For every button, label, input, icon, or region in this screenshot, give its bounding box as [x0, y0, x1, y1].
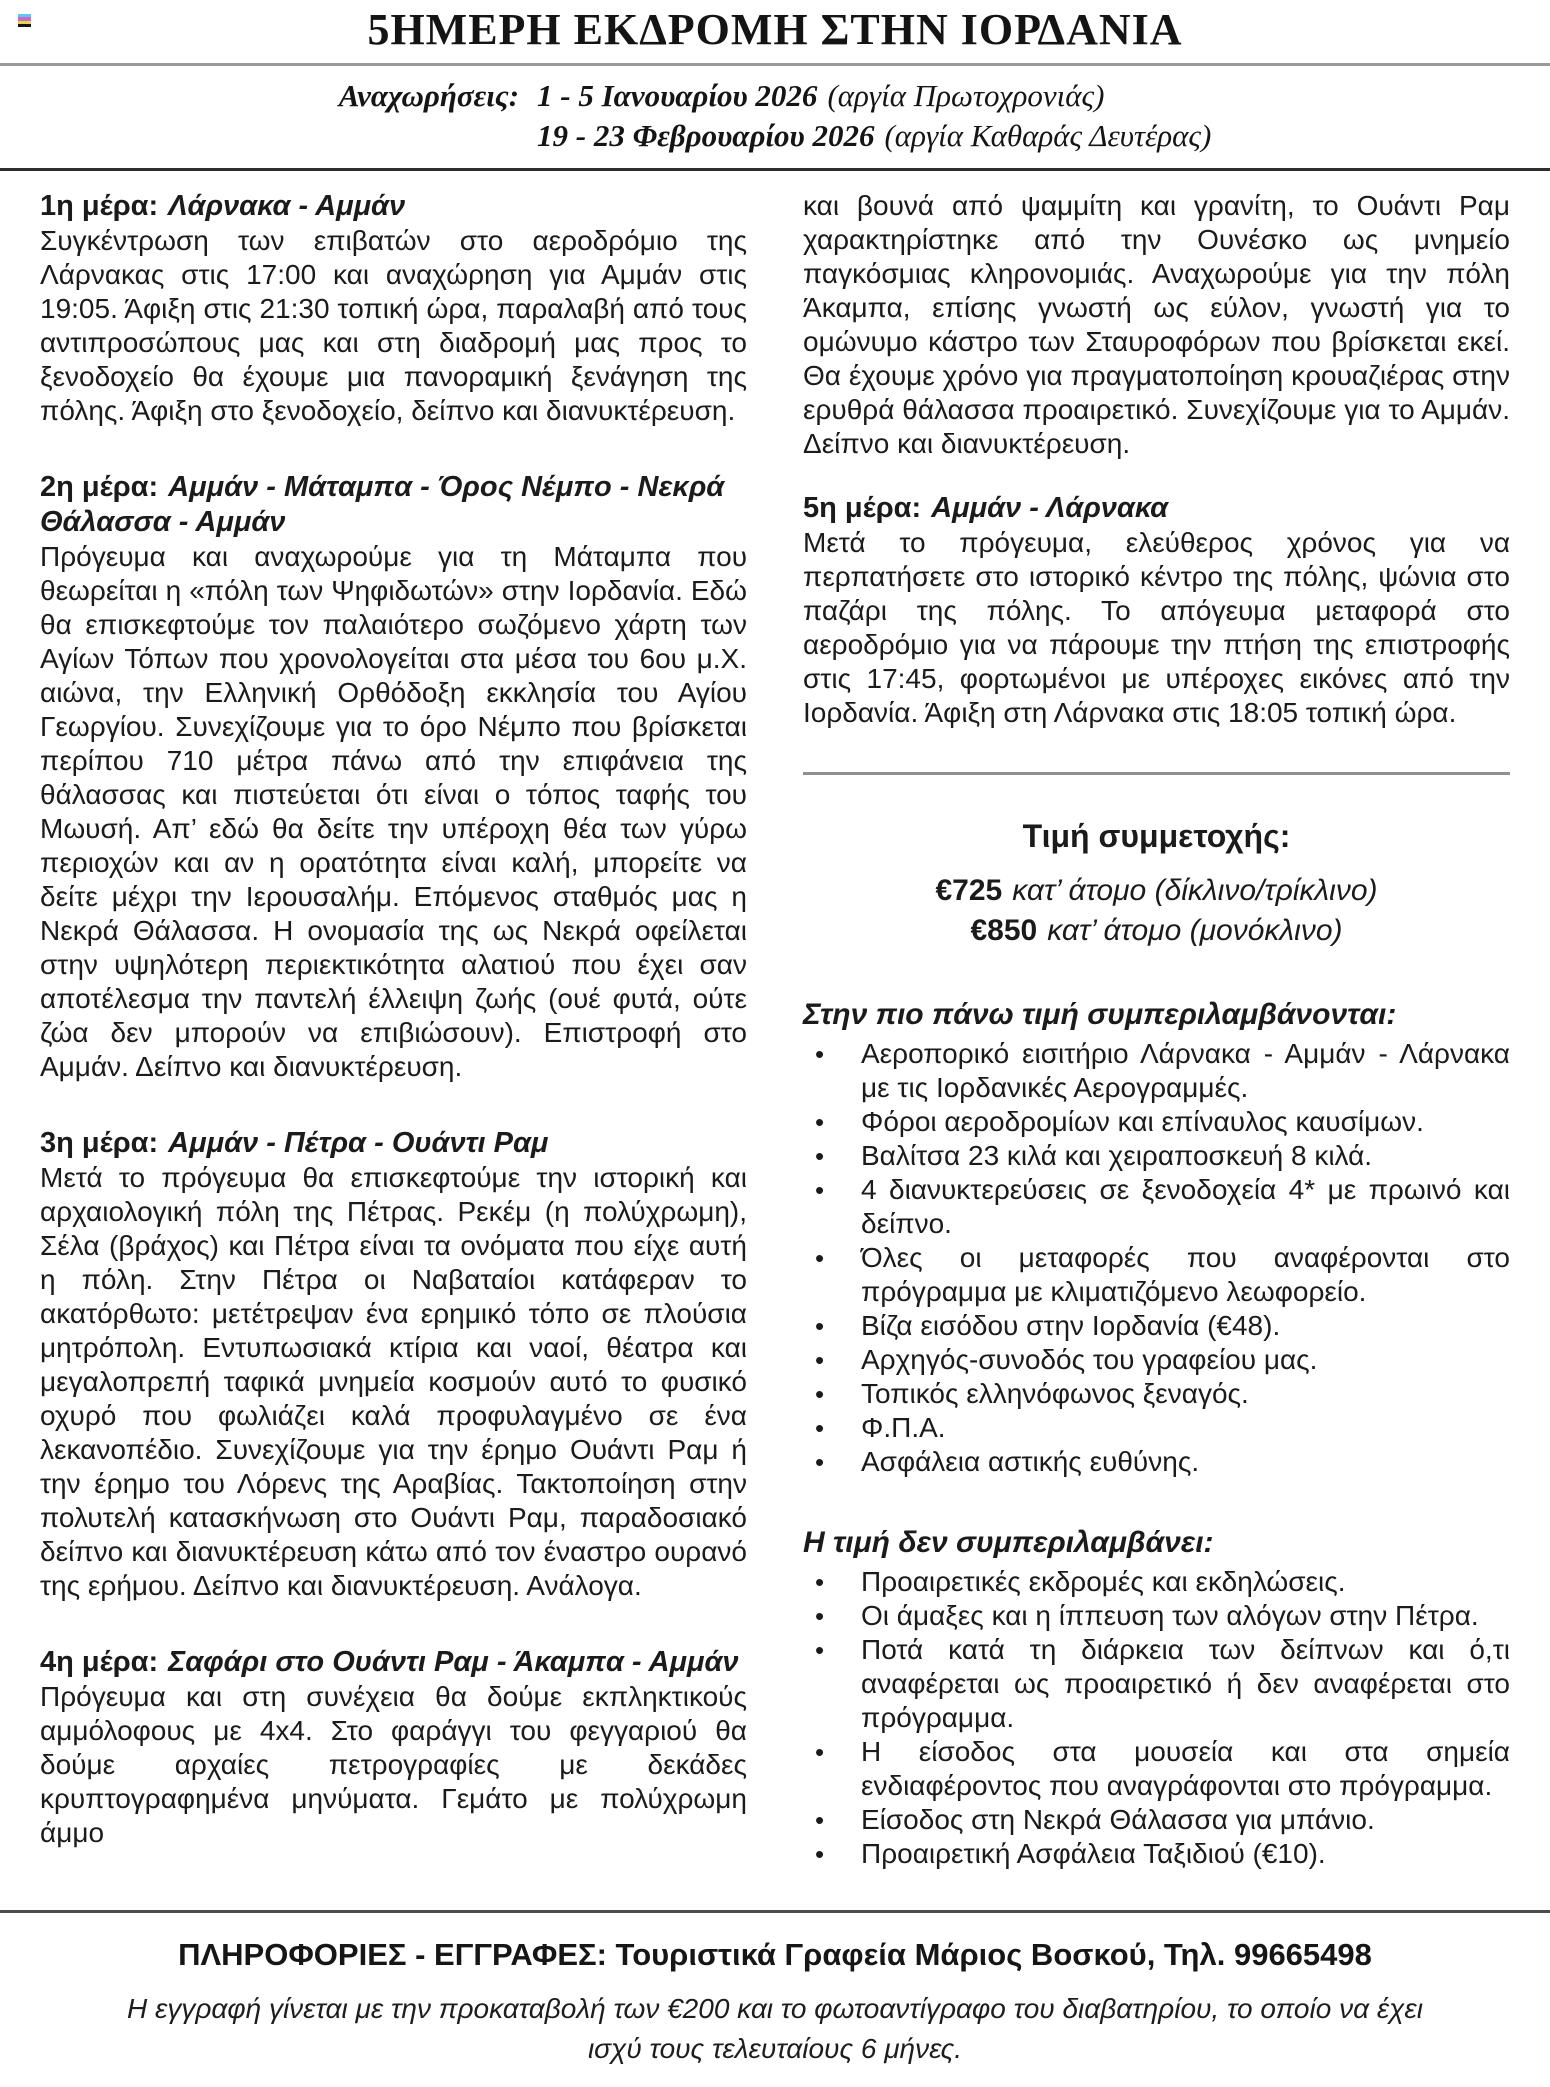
page-title: 5ΗΜΕΡΗ ΕΚΔΡΟΜΗ ΣΤΗΝ ΙΟΡΔΑΝΙΑ [367, 5, 1183, 54]
list-item-text: Τοπικός ελληνόφωνος ξεναγός. [861, 1378, 1249, 1409]
departure-row [537, 76, 1211, 116]
day-body: Πρόγευμα και στη συνέχεια θα δούμε εκπληκτικούς αμμόλοφους με 4x4. Στο φαράγγι του φεγγαριού θα δούμε αρχαίες πετρογραφίες με δεκάδες κρυπτογραφημένα μηνύματα. Γεμάτο με πολύχρωμη άμμο [40, 1681, 747, 1848]
footer-divider [0, 1910, 1550, 1913]
day-heading [803, 491, 1510, 526]
excludes-heading: Η τιμή δεν συμπεριλαμβάνει: [803, 1526, 1214, 1559]
price-option [803, 871, 1510, 911]
day-route: Σαφάρι στο Ουάντι Ραμ - Άκαμπα - Αμμάν [168, 1646, 739, 1678]
bullet-icon: • [815, 1175, 825, 1205]
list-item-text: Ποτά κατά τη διάρκεια των δείπνων και ό,τι αναφέρεται ως προαιρετικό ή δεν αναφέρεται στο πρόγραμμα. [861, 1634, 1510, 1733]
list-item-text: Αεροπορικό εισιτήριο Λάρνακα - Αμμάν - Λάρνακα με τις Ιορδανικές Αερογραμμές. [861, 1038, 1510, 1103]
departures-block [0, 66, 1550, 168]
pricing-divider [803, 772, 1510, 775]
day-route: Αμμάν - Πέτρα - Ουάντι Ραμ [168, 1127, 549, 1159]
bullet-icon: • [815, 1311, 825, 1341]
footer-contact-info: ΠΛΗΡΟΦΟΡΙΕΣ - ΕΓΓΡΑΦΕΣ: Τουριστικά Γραφεία Μάριος Βοσκού, Τηλ. 99665498 [178, 1937, 1372, 1972]
list-item [803, 1837, 1510, 1871]
list-item-text: Φ.Π.Α. [861, 1412, 946, 1443]
day-heading [40, 470, 747, 540]
list-item-text: Βίζα εισόδου στην Ιορδανία (€48). [861, 1310, 1281, 1341]
list-item [803, 1309, 1510, 1343]
price-description: κατ’ άτομο (δίκλινο/τρίκλινο) [1012, 874, 1378, 907]
bullet-icon: • [815, 1141, 825, 1171]
black-strip [18, 24, 31, 27]
day-heading [40, 189, 747, 224]
day-body: Μετά το πρόγευμα θα επισκεφτούμε την ιστορική και αρχαιολογική πόλη της Πέτρας. Ρεκέμ (η πολύχρωμη), Σέλα (βράχος) και Πέτρα είναι τα ονόματα που είχε αυτή η πόλη. Στην Πέτρα οι Ναβαταίοι κατάφεραν το ακατόρθωτο: μετέτρεψαν ένα ερημικό τόπο σε πλούσια μητρόπολη. Εντυπωσιακά κτίρια και ναοί, θέατρα και μεγαλοπρεπή ταφικά μνημεία κοσμούν αυτό το φυσικό οχυρό που φωλιάζει καλά προφυλαγμένο σε ένα λεκανοπέδιο. Συνεχίζουμε για την έρημο Ουάντι Ραμ ή την έρημο του Λόρενς της Αραβίας. Τακτοποίηση στην πολυτελή κατασκήνωση στο Ουάντι Ραμ, παραδοσιακό δείπνο και διανυκτέρευση κάτω από τον έναστρο ουρανό της ερήμου. Δείπνο και διανυκτέρευση. Ανάλογα. [40, 1162, 747, 1601]
itinerary-day-5 [803, 491, 1510, 730]
day-route: Λάρνακα - Αμμάν [168, 190, 406, 222]
list-item [803, 1411, 1510, 1445]
pricing-heading: Τιμή συμμετοχής: [1022, 818, 1291, 854]
price-description: κατ’ άτομο (μονόκλινο) [1047, 914, 1343, 947]
bullet-icon: • [815, 1635, 825, 1665]
list-item [803, 1735, 1510, 1803]
bullet-icon: • [815, 1413, 825, 1443]
itinerary-day-3 [40, 1126, 747, 1603]
day-body: Πρόγευμα και αναχωρούμε για τη Μάταμπα που θεωρείται η «πόλη των Ψηφιδωτών» στην Ιορδανία. Εδώ θα επισκεφτούμε τον παλαιότερο σωζόμενο χάρτη των Αγίων Τόπων που χρονολογείται στα μέσα του 6ου μ.Χ. αιώνα, την Ελληνική Ορθόδοξη εκκλησία του Αγίου Γεωργίου. Συνεχίζουμε για το όρο Νέμπο που βρίσκεται περίπου 710 μέτρα πάνω από την επιφάνεια της θάλασσας και πιστεύεται ότι είναι ο τόπος ταφής του Μωυσή. Απ’ εδώ θα δείτε την υπέροχη θέα των γύρω περιοχών και αν η ορατότητα είναι καλή, μπορείτε να δείτε μέχρι την Ιερουσαλήμ. Επόμενος σταθμός μας η Νεκρά Θάλασσα. Η ονομασία της ως Νεκρά οφείλεται στην υψηλότερη περιεκτικότητα αλατιού που έχει σαν αποτέλεσμα την παντελή έλλειψη ζωής (ουέ φυτά, ούτε ζώα δεν μπορούν να επιβιώσουν). Επιστροφή στο Αμμάν. Δείπνο και διανυκτέρευση. [40, 541, 747, 1082]
column-right [803, 189, 1510, 1892]
list-item [803, 1565, 1510, 1599]
list-item [803, 1599, 1510, 1633]
list-item-text: Προαιρετική Ασφάλεια Ταξιδιού (€10). [861, 1838, 1326, 1869]
print-color-bar-icon [18, 14, 31, 27]
day-body: Μετά το πρόγευμα, ελεύθερος χρόνος για να περπατήσετε στο ιστορικό κέντρο της πόλης, ψώνια στο παζάρι της πόλης. Το απόγευμα μεταφορά στο αεροδρόμιο για να πάρουμε την πτήση της επιστροφής στις 17:45, φορτωμένοι με υπέροχες εικόνες από την Ιορδανία. Άφιξη στη Λάρνακα στις 18:05 τοπική ώρα. [803, 527, 1510, 728]
day-heading [40, 1126, 747, 1161]
bullet-icon: • [815, 1107, 825, 1137]
includes-list [803, 1037, 1510, 1479]
list-item-text: Οι άμαξες και η ίππευση των αλόγων στην Πέτρα. [861, 1600, 1479, 1631]
departure-note: (αργία Καθαράς Δευτέρας) [884, 118, 1212, 153]
departure-note: (αργία Πρωτοχρονιάς) [827, 78, 1105, 113]
bullet-icon: • [815, 1567, 825, 1597]
list-item-text: Φόροι αεροδρομίων και επίναυλος καυσίμων. [861, 1106, 1424, 1137]
bullet-icon: • [815, 1243, 825, 1273]
list-item [803, 1803, 1510, 1837]
list-item [803, 1445, 1510, 1479]
includes-section [803, 997, 1510, 1479]
day-body: Συγκέντρωση των επιβατών στο αεροδρόμιο της Λάρνακας στις 17:00 και αναχώρηση για Αμμάν στις 19:05. Άφιξη στις 21:30 τοπική ώρα, παραλαβή από τους αντιπροσώπους μας και στη διαδρομή μας προς το ξενοδοχείο θα έχουμε μια πανοραμική ξενάγηση της πόλης. Άφιξη στο ξενοδοχείο, δείπνο και διανυκτέρευση. [40, 225, 747, 426]
list-item [803, 1105, 1510, 1139]
day-4-continuation: και βουνά από ψαμμίτη και γρανίτη, το Ουάντι Ραμ χαρακτηρίστηκε από την Ουνέσκο ως μνημείο παγκόσμιας κληρονομιάς. Αναχωρούμε για την πόλη Άκαμπα, επίσης γνωστή ως εύλον, γνωστή για το ομώνυμο κάστρο των Σταυροφόρων που βρίσκεται εκεί. Θα έχουμε χρόνο για πραγματοποίηση κρουαζιέρας στην ερυθρά θάλασσα προαιρετικό. Συνεχίζουμε για το Αμμάν. Δείπνο και διανυκτέρευση. [803, 190, 1510, 459]
bullet-icon: • [815, 1447, 825, 1477]
day-label: 1η μέρα: [40, 190, 159, 222]
list-item [803, 1173, 1510, 1241]
list-item-text: Η είσοδος στα μουσεία και στα σημεία ενδιαφέροντος που αναγράφονται στο πρόγραμμα. [861, 1736, 1510, 1801]
pricing-section [803, 819, 1510, 951]
two-column-body [0, 171, 1550, 1892]
price-amount: €725 [935, 874, 1003, 907]
bullet-icon: • [815, 1345, 825, 1375]
list-item [803, 1377, 1510, 1411]
day-label: 4η μέρα: [40, 1646, 159, 1678]
day-route: Αμμάν - Λάρνακα [931, 492, 1169, 524]
itinerary-day-4 [40, 1645, 747, 1850]
list-item [803, 1241, 1510, 1309]
itinerary-day-2 [40, 470, 747, 1084]
excludes-section [803, 1525, 1510, 1871]
departure-dates [537, 76, 1211, 156]
includes-heading: Στην πιο πάνω τιμή συμπεριλαμβάνονται: [803, 998, 1397, 1031]
day-route: Αμμάν - Μάταμπα - Όρος Νέμπο - Νεκρά Θάλασσα - Αμμάν [40, 471, 725, 538]
departure-date: 19 - 23 Φεβρουαρίου 2026 [537, 118, 875, 153]
list-item [803, 1633, 1510, 1735]
list-item-text: Είσοδος στη Νεκρά Θάλασσα για μπάνιο. [861, 1804, 1375, 1835]
list-item-text: Βαλίτσα 23 κιλά και χειραποσκευή 8 κιλά. [861, 1140, 1373, 1171]
list-item-text: Αρχηγός-συνοδός του γραφείου μας. [861, 1344, 1318, 1375]
bullet-icon: • [815, 1737, 825, 1767]
departures-label: Αναχωρήσεις: [338, 78, 520, 113]
list-item-text: Όλες οι μεταφορές που αναφέρονται στο πρόγραμμα με κλιματιζόμενο λεωφορείο. [861, 1242, 1510, 1307]
list-item-text: Προαιρετικές εκδρομές και εκδηλώσεις. [861, 1566, 1346, 1597]
day-label: 2η μέρα: [40, 471, 159, 503]
list-item-text: 4 διανυκτερεύσεις σε ξενοδοχεία 4* με πρωινό και δείπνο. [861, 1174, 1510, 1239]
bullet-icon: • [815, 1805, 825, 1835]
day-label: 5η μέρα: [803, 492, 922, 524]
departure-row [537, 116, 1211, 156]
bullet-icon: • [815, 1601, 825, 1631]
excludes-list [803, 1565, 1510, 1871]
price-amount: €850 [970, 914, 1038, 947]
bullet-icon: • [815, 1039, 825, 1069]
price-option [803, 911, 1510, 951]
list-item [803, 1343, 1510, 1377]
bullet-icon: • [815, 1379, 825, 1409]
departure-date: 1 - 5 Ιανουαρίου 2026 [537, 78, 818, 113]
list-item-text: Ασφάλεια αστικής ευθύνης. [861, 1446, 1200, 1477]
day-heading [40, 1645, 747, 1680]
bullet-icon: • [815, 1839, 825, 1869]
list-item [803, 1139, 1510, 1173]
day-label: 3η μέρα: [40, 1127, 159, 1159]
footer [0, 1937, 1550, 2069]
footer-registration-note: Η εγγραφή γίνεται με την προκαταβολή των €200 και το φωτοαντίγραφο του διαβατηρίου, το οποίο να έχει ισχύ τους τελευταίους 6 μήνες. [127, 1993, 1423, 2064]
column-left [40, 189, 747, 1892]
list-item [803, 1037, 1510, 1105]
itinerary-day-1 [40, 189, 747, 428]
